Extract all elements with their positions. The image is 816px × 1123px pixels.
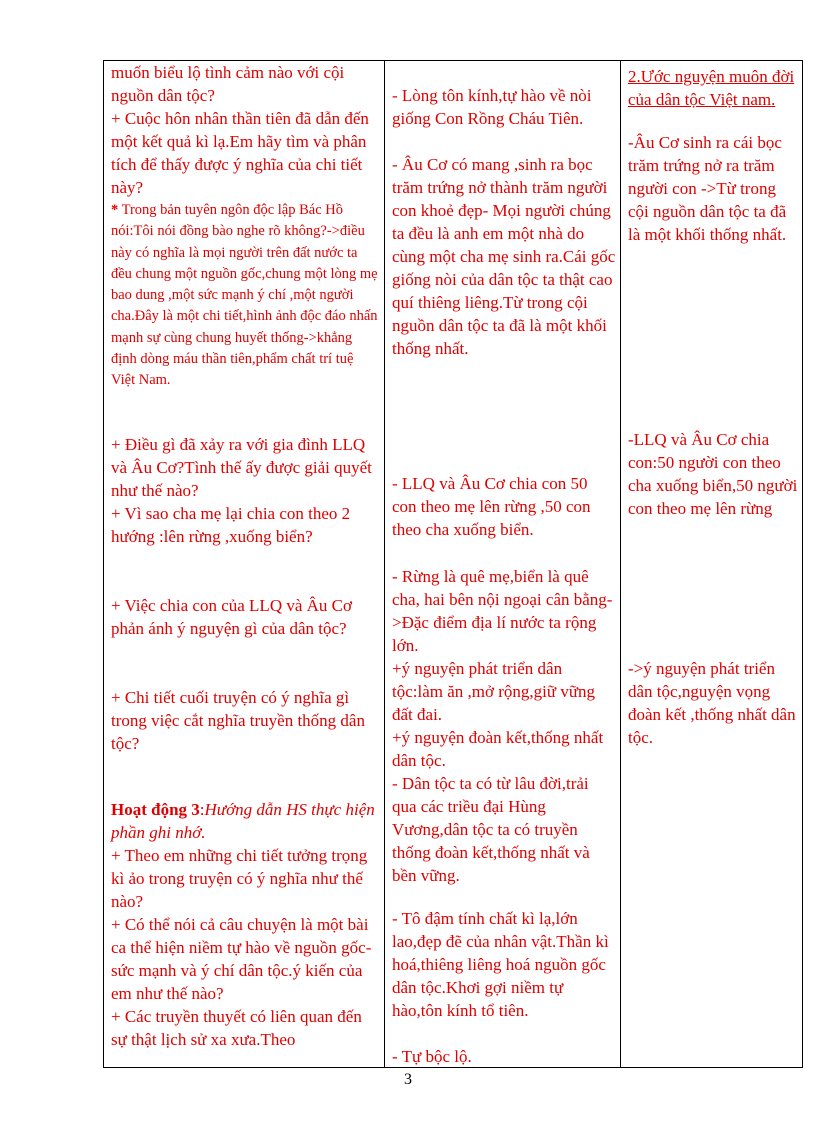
note-text: Trong bản tuyên ngôn độc lập Bác Hồ nói:Tôi nói đồng bào nghe rõ không?->điều này có nghĩa là mọi người trên đất nước ta đều chung một nguồn gốc,chung một lòng mẹ bao dung ,một sức mạnh ý chí ,một người cha.Đây là một chi tiết,hình ảnh độc đáo nhấn mạnh sự cùng chung huyết thống->khẳng định dòng máu thần tiên,phẩm chất trí tuệ Việt Nam. [111,202,378,389]
respect-answer: - Lòng tôn kính,tự hào về nòi giống Con Rồng Cháu Tiên. [392,86,592,128]
activity-text: Hướng dẫn HS thực hiện phần ghi nhớ. [111,800,375,842]
lesson-table [103,60,803,1068]
answers-column [385,61,621,1068]
note-star: * [111,202,119,218]
divide-question: + Vì sao cha mẹ lại chia con theo 2 hướng :lên rừng ,xuống biển? [111,504,351,546]
egg-answer: - Âu Cơ có mang ,sinh ra bọc trăm trứng nở thành trăm người con khoẻ đẹp- Mọi người chúng ta đều là anh em một nhà do cùng một cha mẹ sinh ra.Cái gốc giống nòi của dân tộc ta thật cao quí thiêng liêng.Từ trong cội nguồn dân tộc ta đã là một khối thống nhất. [392,155,616,358]
summary-column [621,61,803,1068]
activity-label: Hoạt động 3 [111,800,200,819]
wish-answer-1: +ý nguyện phát triển dân tộc:làm ăn ,mở rộng,giữ vững đất đai. [392,659,596,724]
magic-answer: - Tô đậm tính chất kì lạ,lớn lao,đẹp đẽ của nhân vật.Thần kì hoá,thiêng liêng hoá nguồn gốc dân tộc.Khơi gợi niềm tự hào,tôn kính tổ tiên. [392,909,609,1020]
magic-question: + Theo em những chi tiết tưởng trọng kì ảo trong truyện có ý nghĩa như thế nào? [111,846,368,911]
split-answer: - LLQ và Âu Cơ chia con 50 con theo mẹ lên rừng ,50 con theo cha xuống biển. [392,474,591,539]
pride-question: + Có thể nói cả câu chuyện là một bài ca thể hiện niềm tự hào về nguồn gốc-sức mạnh và ý chí dân tộc.ý kiến của em như thế nào? [111,915,372,1003]
self-answer: - Tự bộc lộ. [392,1047,472,1066]
ending-question: + Chi tiết cuối truyện có ý nghĩa gì trong việc cắt nghĩa truyền thống dân tộc? [111,688,365,753]
family-question: + Điều gì đã xảy ra với gia đình LLQ và Âu Cơ?Tình thế ấy được giải quyết như thế nào? [111,435,372,500]
activity-3-heading [111,798,380,844]
forest-answer: - Rừng là quê mẹ,biển là quê cha, hai bên nội ngoại cân bằng->Đặc điểm địa lí nước ta rộng lớn. [392,567,613,655]
activity-separator: : [199,800,205,819]
split-summary: -LLQ và Âu Cơ chia con:50 người con theo cha xuống biển,50 người con theo mẹ lên rừng [628,430,798,518]
wish-question: + Việc chia con của LLQ và Âu Cơ phản ánh ý nguyện gì của dân tộc? [111,596,352,638]
section-heading: 2.Ước nguyện muôn đời của dân tộc Việt nam. [628,67,795,109]
legend-question: + Các truyền thuyết có liên quan đến sự thật lịch sử xa xưa.Theo [111,1007,362,1049]
page-number: 3 [404,1071,412,1088]
egg-summary: -Âu Cơ sinh ra cái bọc trăm trứng nở ra trăm người con ->Từ trong cội nguồn dân tộc ta đã là một khối thống nhất. [628,133,787,244]
tradition-answer: - Dân tộc ta có từ lâu đời,trải qua các triều đại Hùng Vương,dân tộc ta có truyền thống đoàn kết,thống nhất và bền vững. [392,774,590,885]
intro-question: muốn biểu lộ tình cảm nào với cội nguồn dân tộc? [111,63,345,105]
marriage-question: + Cuộc hôn nhân thần tiên đã dẫn đến một kết quả kì lạ.Em hãy tìm và phân tích để thấy được ý nghĩa của chi tiết này? [111,109,369,197]
wish-answer-2: +ý nguyện đoàn kết,thống nhất dân tộc. [392,728,604,770]
wish-summary: ->ý nguyện phát triển dân tộc,nguyện vọng đoàn kết ,thống nhất dân tộc. [628,659,796,747]
teacher-note [111,200,380,392]
questions-column [104,61,385,1068]
